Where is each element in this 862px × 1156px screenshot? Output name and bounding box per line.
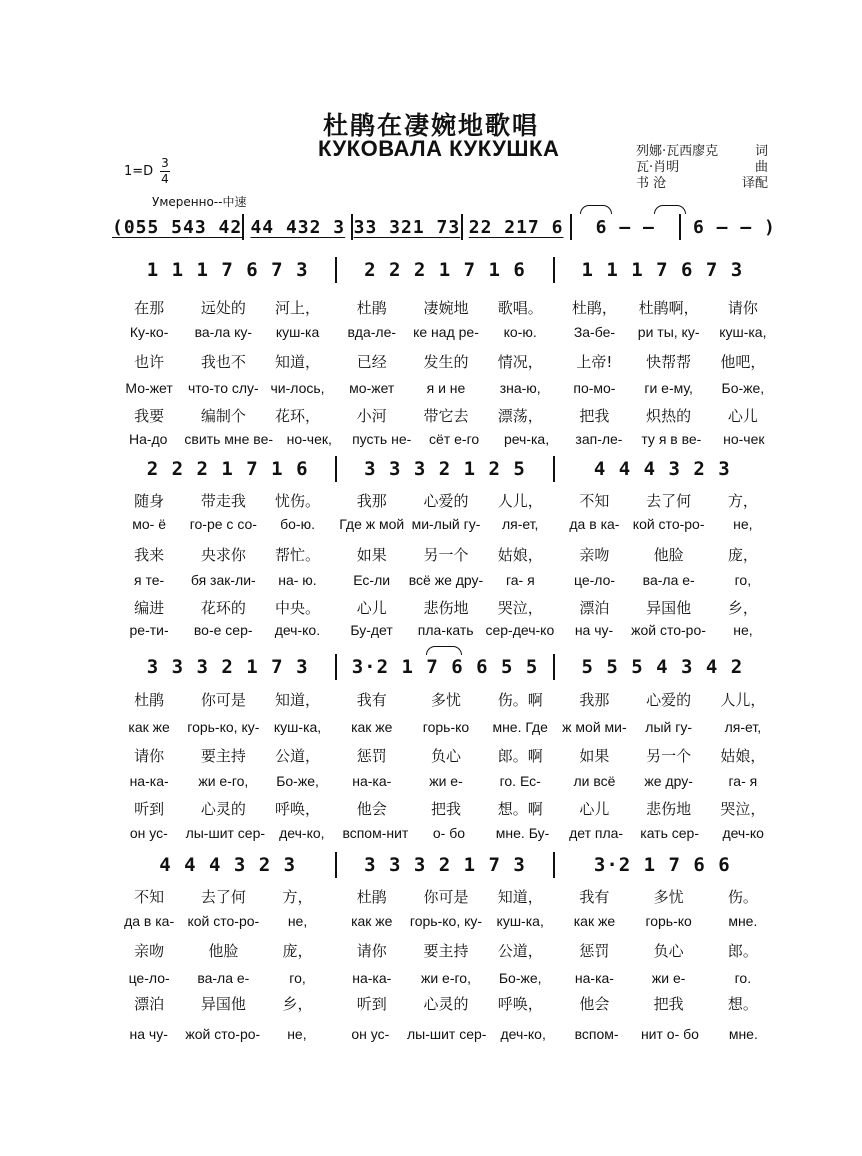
lyric-word: на-ка- (352, 773, 392, 789)
lyric-word: 去了何 (646, 492, 692, 510)
lyric-word: Бо-же, (498, 970, 542, 986)
lyric-word: Ес-ли (353, 572, 391, 588)
lyric-word: кой сто-ро- (632, 516, 705, 532)
lyric-word: 花环， (275, 407, 321, 425)
lyric-word: же дру- (644, 773, 693, 789)
lyric-word: 他会 (356, 800, 387, 818)
lyric-word: 不知 (134, 888, 165, 906)
lyric-line (112, 380, 780, 396)
lyric-word: 杜鹃啊， (638, 299, 699, 317)
lyric-word: 也许 (134, 353, 165, 371)
credit-role: 曲 (754, 160, 768, 175)
lyric-word: мне. (728, 1026, 758, 1042)
lyric-word: 请你 (727, 299, 758, 317)
lyric-word: ми-лый гу- (411, 516, 481, 532)
lyric-word: мне. Где (492, 719, 548, 735)
lyric-word: 郎。 (727, 942, 758, 960)
lyric-word: сер-деч-ко (485, 622, 555, 638)
lyric-word: 杜鹃 (356, 888, 387, 906)
lyric-word: 发生的 (423, 353, 469, 371)
measure: 3 3 3 2 1 7 3 (364, 854, 526, 876)
credit-name: 瓦·肖明 (636, 160, 680, 175)
lyric-word: це-ло- (573, 572, 616, 588)
lyric-line (112, 544, 780, 565)
lyric-line (112, 913, 780, 929)
lyric-word: 庞， (282, 942, 313, 960)
lyric-line (112, 970, 780, 986)
lyric-word: 歌唱。 (497, 299, 543, 317)
credits (636, 144, 768, 192)
lyric-word: 心灵的 (200, 800, 246, 818)
lyric-word: лы-шит сер- (185, 825, 266, 841)
lyric-word: зна-ю, (499, 380, 541, 396)
lyric-word: не, (287, 1026, 307, 1042)
lyric-word: куш-ка, (496, 913, 544, 929)
lyric-word: 另一个 (646, 747, 692, 765)
lyric-word: жи е- (651, 970, 686, 986)
lyric-word: жой сто-ро- (631, 622, 706, 638)
lyric-word: го. Ес- (499, 773, 541, 789)
lyric-word: 听到 (356, 995, 387, 1013)
lyric-line (112, 572, 780, 588)
lyric-word: 郎。啊 (497, 747, 543, 765)
lyric-word: деч-ко. (274, 622, 321, 638)
lyric-line (112, 431, 780, 447)
lyric-word: ва-ла ку- (194, 324, 253, 340)
lyric-word: Бу-дет (350, 622, 393, 638)
credit-role: 词 (754, 144, 768, 159)
lyric-word: 要主持 (423, 942, 469, 960)
intro-measure: 6 – – ) (692, 216, 776, 238)
intro-measure: 44 432 3 (250, 216, 346, 238)
lyric-word: 请你 (356, 942, 387, 960)
lyric-word: 把我 (579, 407, 610, 425)
lyric-word: 编进 (134, 599, 165, 617)
lyric-word: во-е сер- (193, 622, 253, 638)
lyric-word: 人儿， (497, 492, 543, 510)
lyric-word: 想。 (727, 995, 758, 1013)
lyric-word: 想。啊 (497, 800, 543, 818)
lyric-word: деч-ко (722, 825, 764, 841)
tie-mark (426, 646, 462, 655)
intro-notation (112, 214, 788, 240)
notation-row (120, 852, 770, 878)
lyric-word: ги е-му, (644, 380, 693, 396)
lyric-word: на- ю. (278, 572, 317, 588)
lyric-word: 漂荡， (497, 407, 543, 425)
notation-row (120, 257, 770, 283)
lyric-word: 姑娘， (720, 747, 766, 765)
title-chinese: 杜鹃在凄婉地歌唱 (322, 111, 539, 140)
key-signature: 1=D (124, 164, 154, 179)
lyric-word: ри ты, ку- (637, 324, 700, 340)
lyric-word: что-то слу- (187, 380, 259, 396)
lyric-word: 漂泊 (134, 995, 165, 1013)
lyric-word: он ус- (351, 1026, 390, 1042)
lyric-line (112, 825, 780, 841)
lyric-word: 他脸 (208, 942, 239, 960)
lyric-line (112, 597, 780, 618)
lyric-word: 远处的 (200, 299, 246, 317)
lyric-word: не, (733, 622, 753, 638)
lyric-word: 把我 (653, 995, 684, 1013)
lyric-line (112, 405, 780, 426)
lyric-word: 快帮帮 (646, 353, 692, 371)
lyric-word: 我那 (356, 492, 387, 510)
lyric-word: не, (733, 516, 753, 532)
lyric-word: не, (287, 913, 308, 929)
lyric-word: кой сто-ро- (187, 913, 260, 929)
lyric-word: сёт е-го (429, 431, 480, 447)
lyric-word: Где ж мой (339, 516, 405, 532)
lyric-word: 惩罚 (356, 747, 387, 765)
credit-composer (636, 160, 768, 176)
lyric-word: мне. Бу- (495, 825, 550, 841)
lyric-word: ва-ла е- (642, 572, 695, 588)
lyric-word: я и не (426, 380, 466, 396)
lyric-word: 呼唤， (497, 995, 543, 1013)
lyric-word: Мо-жет (125, 380, 173, 396)
lyric-word: вспом-нит (342, 825, 409, 841)
lyric-word: как же (351, 913, 393, 929)
lyric-word: 要主持 (200, 747, 246, 765)
lyric-word: 杜鹃 (356, 299, 387, 317)
lyric-line (112, 622, 780, 638)
lyric-word: 我有 (356, 691, 387, 709)
lyric-word: 姑娘， (497, 546, 543, 564)
lyric-word: но-чек (723, 431, 765, 447)
lyric-word: 带走我 (200, 492, 246, 510)
lyric-line (112, 719, 780, 735)
lyric-word: мне. (728, 913, 758, 929)
lyric-word: мо- ё (132, 516, 166, 532)
lyric-word: 央求你 (200, 546, 246, 564)
tie-mark (580, 205, 612, 214)
lyric-word: 中央。 (275, 599, 321, 617)
lyric-word: 心儿 (727, 407, 758, 425)
lyric-word: 上帝! (576, 353, 613, 371)
lyric-word: 漂泊 (579, 599, 610, 617)
lyric-word: 如果 (356, 546, 387, 564)
lyric-word: ли всё (573, 773, 616, 789)
lyric-word: куш-ка, (719, 324, 767, 340)
lyric-word: нит о- бо (640, 1026, 699, 1042)
measure: 4 4 4 3 2 3 (159, 854, 297, 876)
lyric-word: горь-ко, ку- (187, 719, 260, 735)
lyric-word: 已经 (356, 353, 387, 371)
measure: 2 2 2 1 7 1 6 (146, 458, 309, 480)
lyric-word: 公道， (275, 747, 321, 765)
lyric-word: 你可是 (423, 888, 469, 906)
lyric-line (112, 886, 780, 907)
lyric-word: 在那 (134, 299, 165, 317)
intro-measure: (055 543 42 (112, 216, 243, 238)
lyric-word: жи е-го, (420, 970, 471, 986)
lyric-word: 方， (282, 888, 313, 906)
measure: 3·2 1 7 6 6 5 5 (351, 656, 539, 678)
lyric-word: 小河 (356, 407, 387, 425)
lyric-word: да в ка- (124, 913, 175, 929)
lyric-word: Бо-же, (276, 773, 319, 789)
lyric-word: на чу- (574, 622, 614, 638)
measure: 3 3 3 2 1 7 3 (146, 656, 309, 678)
lyric-line (112, 297, 780, 318)
lyric-word: 悲伤地 (646, 800, 692, 818)
lyric-word: 惩罚 (579, 942, 610, 960)
credit-translator (636, 176, 768, 192)
lyric-word: 知道， (497, 888, 543, 906)
lyric-word: Бо-же, (721, 380, 765, 396)
lyric-word: 请你 (134, 747, 165, 765)
lyric-line (112, 689, 780, 710)
lyric-line (112, 490, 780, 511)
measure: 1 1 1 7 6 7 3 (146, 259, 309, 281)
lyric-word: куш-ка (275, 324, 320, 340)
lyric-word: га- я (728, 773, 758, 789)
lyric-word: 负心 (653, 942, 684, 960)
lyric-word: 如果 (579, 747, 610, 765)
measure: 5 5 5 4 3 4 2 (581, 656, 744, 678)
lyric-word: 他会 (579, 995, 610, 1013)
lyric-word: он ус- (129, 825, 168, 841)
lyric-word: горь-ко (422, 719, 470, 735)
lyric-word: 多忧 (653, 888, 684, 906)
lyric-word: 心灵的 (423, 995, 469, 1013)
time-sig-bottom: 4 (161, 172, 169, 186)
lyric-word: на-ка- (352, 970, 392, 986)
lyric-word: 心儿 (356, 599, 387, 617)
lyric-word: За-бе- (573, 324, 616, 340)
credit-lyricist (636, 144, 768, 160)
lyric-word: 杜鹃， (571, 299, 617, 317)
lyric-word: я те- (134, 572, 165, 588)
lyric-word: 我那 (579, 691, 610, 709)
lyric-word: 伤。啊 (497, 691, 543, 709)
lyric-word: 方， (727, 492, 758, 510)
notation-row (120, 654, 770, 680)
lyric-word: Ку-ко- (129, 324, 169, 340)
lyric-word: 心爱的 (423, 492, 469, 510)
lyric-word: 哭泣， (720, 800, 766, 818)
lyric-word: го, (289, 970, 306, 986)
time-sig-top: 3 (161, 156, 169, 170)
notation-row (120, 456, 770, 482)
lyric-word: 亲吻 (579, 546, 610, 564)
lyric-word: 悲伤地 (423, 599, 469, 617)
intro-measure: 6 – – (595, 216, 655, 238)
lyric-word: ж мой ми- (562, 719, 627, 735)
lyric-word: лый гу- (645, 719, 692, 735)
lyric-line (112, 745, 780, 766)
title-russian: КУКОВАЛА КУКУШКА (318, 136, 560, 161)
lyric-word: да в ка- (569, 516, 620, 532)
lyric-word: 呼唤， (275, 800, 321, 818)
lyric-word: На-до (128, 431, 168, 447)
lyric-word: го-ре с со- (189, 516, 257, 532)
lyric-word: 你可是 (200, 691, 246, 709)
lyric-word: вспом- (574, 1026, 619, 1042)
lyric-line (112, 798, 780, 819)
lyric-word: но-чек, (286, 431, 332, 447)
lyric-line (112, 940, 780, 961)
lyric-word: 编制个 (200, 407, 246, 425)
lyric-word: 我来 (134, 546, 165, 564)
lyric-word: как же (128, 719, 170, 735)
lyric-word: ту я в ве- (641, 431, 702, 447)
lyric-word: 心爱的 (646, 691, 692, 709)
credit-name: 书 沧 (636, 176, 667, 191)
lyric-word: 忧伤。 (275, 492, 321, 510)
lyric-word: 哭泣， (497, 599, 543, 617)
lyric-word: дет пла- (569, 825, 624, 841)
lyric-word: 负心 (430, 747, 461, 765)
time-signature (160, 157, 170, 186)
lyric-word: деч-ко, (279, 825, 325, 841)
lyric-word: лы-шит сер- (406, 1026, 487, 1042)
lyric-word: 他脸 (653, 546, 684, 564)
lyric-word: 乡， (282, 995, 313, 1013)
lyric-word: бо-ю. (280, 516, 315, 532)
lyric-word: 知道， (275, 353, 321, 371)
lyric-word: 带它去 (423, 407, 469, 425)
lyric-word: жи е- (429, 773, 463, 789)
lyric-word: свить мне ве- (184, 431, 274, 447)
credit-role: 译配 (741, 176, 768, 191)
lyric-word: 多忧 (430, 691, 461, 709)
lyric-word: 异国他 (646, 599, 692, 617)
lyric-word: 随身 (134, 492, 165, 510)
measure: 3 3 3 2 1 2 5 (364, 458, 526, 480)
lyric-word: га- я (505, 572, 535, 588)
measure: 4 4 4 3 2 3 (593, 458, 731, 480)
lyric-word: кать сер- (640, 825, 700, 841)
lyric-word: на-ка- (129, 773, 169, 789)
lyric-word: 亲吻 (134, 942, 165, 960)
lyric-word: ре-ти- (129, 622, 169, 638)
lyric-word: це-ло- (128, 970, 170, 986)
lyric-word: 我也不 (200, 353, 246, 371)
lyric-word: 听到 (134, 800, 165, 818)
lyric-word: пла-кать (417, 622, 474, 638)
measure: 2 2 2 1 7 1 6 (364, 259, 526, 281)
tempo-marking: Умеренно--中速 (152, 195, 247, 209)
lyric-word: бя зак-ли- (190, 572, 256, 588)
lyric-word: ва-ла е- (197, 970, 250, 986)
lyric-word: ля-ет, (501, 516, 539, 532)
lyric-word: зап-ле- (575, 431, 623, 447)
lyric-word: 不知 (579, 492, 610, 510)
lyric-word: на-ка- (574, 970, 614, 986)
lyric-word: 把我 (430, 800, 461, 818)
lyric-line (112, 324, 780, 340)
lyric-word: 伤。 (727, 888, 758, 906)
lyric-word: 公道， (497, 942, 543, 960)
lyric-word: пусть не- (352, 431, 412, 447)
lyric-word: 情况， (497, 353, 543, 371)
measure: 3·2 1 7 6 6 (593, 854, 731, 876)
measure: 1 1 1 7 6 7 3 (581, 259, 744, 281)
intro-measure: 33 321 73 (353, 216, 461, 238)
lyric-word: чи-лось, (270, 380, 325, 396)
lyric-word: как же (351, 719, 393, 735)
lyric-word: как же (573, 913, 616, 929)
lyric-word: 庞， (727, 546, 758, 564)
lyric-line (112, 351, 780, 372)
lyric-word: всё же дру- (408, 572, 484, 588)
lyric-word: го, (734, 572, 752, 588)
lyric-word: о- бо (432, 825, 466, 841)
lyric-word: ля-ет, (724, 719, 762, 735)
lyric-word: 帮忙。 (275, 546, 321, 564)
lyric-word: реч-ка, (503, 431, 550, 447)
lyric-line (112, 1026, 780, 1042)
lyric-word: жи е-го, (198, 773, 249, 789)
lyric-word: 人儿， (720, 691, 766, 709)
lyric-word: 心儿 (579, 800, 610, 818)
lyric-line (112, 993, 780, 1014)
lyric-word: 他吧， (720, 353, 766, 371)
lyric-word: 我要 (134, 407, 165, 425)
lyric-word: куш-ка, (273, 719, 322, 735)
lyric-word: вда-ле- (347, 324, 397, 340)
lyric-word: горь-ко, ку- (409, 913, 483, 929)
lyric-word: 炽热的 (646, 407, 692, 425)
lyric-word: деч-ко, (500, 1026, 546, 1042)
lyric-word: 凄婉地 (423, 299, 469, 317)
credit-name: 列娜·瓦西廖克 (636, 144, 719, 159)
lyric-word: 杜鹃 (134, 691, 165, 709)
lyric-word: мо-жет (349, 380, 395, 396)
lyric-line (112, 773, 780, 789)
lyric-word: 知道， (275, 691, 321, 709)
tie-mark (654, 205, 686, 214)
lyric-word: горь-ко (645, 913, 692, 929)
lyric-word: 另一个 (423, 546, 469, 564)
lyric-word: ке над ре- (413, 324, 479, 340)
lyric-word: ко-ю. (503, 324, 537, 340)
lyric-word: 乡， (727, 599, 758, 617)
intro-measure: 22 217 6 (468, 216, 564, 238)
lyric-word: жой сто-ро- (185, 1026, 261, 1042)
lyric-word: 异国他 (200, 995, 246, 1013)
lyric-line (112, 516, 780, 532)
lyric-word: 我有 (579, 888, 610, 906)
lyric-word: 花环的 (200, 599, 246, 617)
lyric-word: го. (734, 970, 752, 986)
lyric-word: на чу- (129, 1026, 168, 1042)
lyric-word: 去了何 (200, 888, 246, 906)
lyric-word: 河上， (275, 299, 321, 317)
lyric-word: по-мо- (573, 380, 616, 396)
